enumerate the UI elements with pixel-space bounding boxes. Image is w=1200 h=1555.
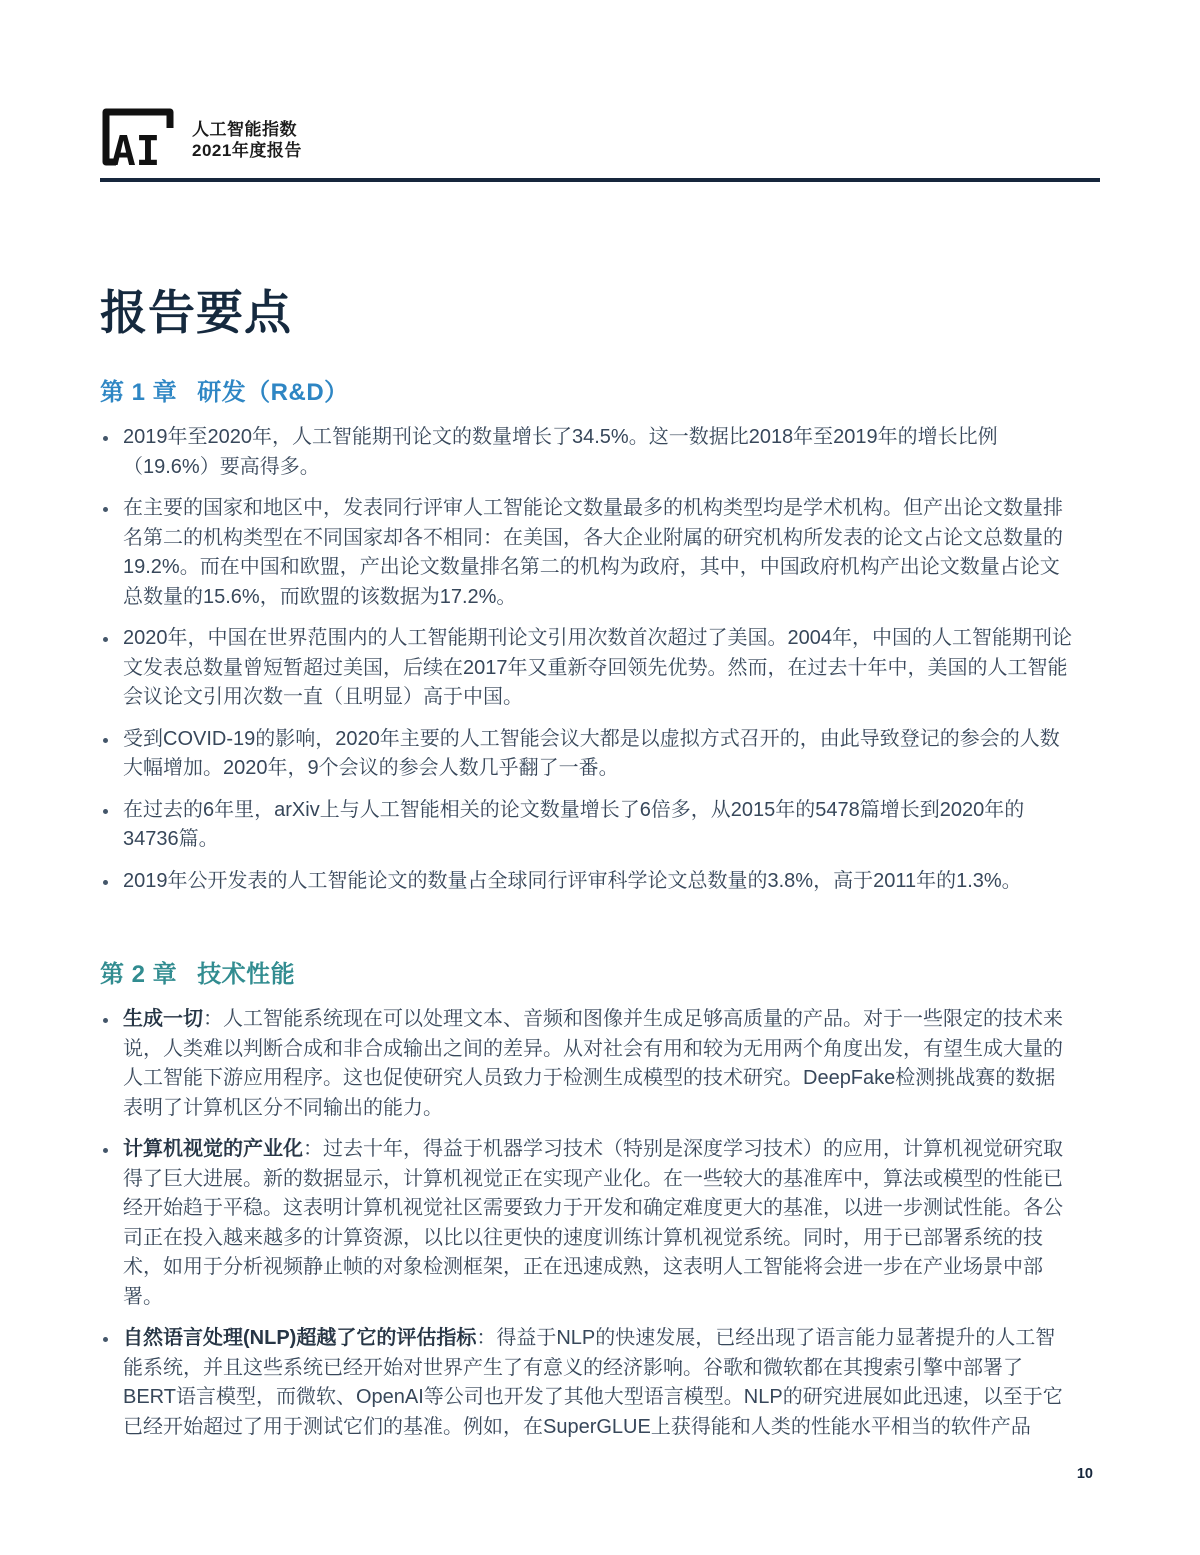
bullet-text: 受到COVID-19的影响，2020年主要的人工智能会议大都是以虚拟方式召开的，由此导致登记的参会的人数大幅增加。2020年，9个会议的参会人数几乎翻了一番。 [123, 727, 1060, 779]
report-header [100, 102, 1100, 168]
chapter-1-heading [100, 378, 1100, 407]
bullet-lead: 自然语言处理(NLP)超越了它的评估指标 [123, 1327, 477, 1349]
bullet-text: 在过去的6年里，arXiv上与人工智能相关的论文数量增长了6倍多，从2015年的5478篇增长到2020年的34736篇。 [123, 798, 1025, 850]
bullet-lead: 计算机视觉的产业化 [123, 1138, 303, 1160]
bullet-icon [103, 637, 108, 642]
bullet-text: ：过去十年，得益于机器学习技术（特别是深度学习技术）的应用，计算机视觉研究取得了巨大进展。新的数据显示，计算机视觉正在实现产业化。在一些较大的基准库中，算法或模型的性能已经开始趋于平稳。这表明计算机视觉社区需要致力于开发和确定难度更大的基准，以进一步测试性能。各公司正在投入越来越多的计算资源，以比以往更快的速度训练计算机视觉系统。同时，用于已部署系统的技术，如用于分析视频静止帧的对象检测框架，正在迅速成熟，这表明人工智能将会进一步在产业场景中部署。 [123, 1138, 1063, 1308]
chapter-1-title: 研发（R&D） [197, 379, 349, 406]
bullet-item [100, 423, 1100, 482]
report-header-titles [192, 102, 302, 161]
bullet-icon [103, 880, 108, 885]
header-divider [100, 178, 1100, 182]
bullet-icon [103, 1018, 108, 1023]
ai-index-logo [100, 102, 180, 168]
chapter-1-number: 第 1 章 [100, 379, 178, 406]
bullet-icon [103, 507, 108, 512]
bullet-icon [103, 809, 108, 814]
chapter-2-bullet-list [100, 1005, 1100, 1442]
page-title: 报告要点 [100, 286, 292, 339]
bullet-item [100, 624, 1100, 713]
bullet-icon [103, 436, 108, 441]
bullet-text: 2020年，中国在世界范围内的人工智能期刊论文引用次数首次超过了美国。2004年，中国的人工智能期刊论文发表总数量曾短暂超过美国，后续在2017年又重新夺回领先优势。然而，在过去十年中，美国的人工智能会议论文引用次数一直（且明显）高于中国。 [123, 627, 1072, 708]
header-title-line1: 人工智能指数 [192, 120, 297, 139]
bullet-item [100, 867, 1100, 897]
bullet-lead: 生成一切 [123, 1008, 203, 1030]
bullet-item [100, 796, 1100, 855]
bullet-item [100, 1324, 1100, 1442]
bullet-icon [103, 1148, 108, 1153]
bullet-text: 2019年至2020年，人工智能期刊论文的数量增长了34.5%。这一数据比2018年至2019年的增长比例（19.6%）要高得多。 [123, 426, 998, 478]
bullet-icon [103, 1337, 108, 1342]
header-title-line2: 2021年度报告 [192, 141, 302, 160]
chapter-1-bullet-list [100, 423, 1100, 896]
chapter-2-number: 第 2 章 [100, 961, 178, 988]
bullet-text: 在主要的国家和地区中，发表同行评审人工智能论文数量最多的机构类型均是学术机构。但产出论文数量排名第二的机构类型在不同国家却各不相同：在美国，各大企业附属的研究机构所发表的论文占论文总数量的19.2%。而在中国和欧盟，产出论文数量排名第二的机构为政府，其中，中国政府机构产出论文数量占论文总数量的15.6%，而欧盟的该数据为17.2%。 [123, 497, 1063, 608]
page-number: 10 [1076, 1466, 1093, 1482]
bullet-item [100, 1135, 1100, 1312]
bullet-item [100, 1005, 1100, 1123]
chapter-2-heading [100, 960, 1100, 989]
bullet-item [100, 494, 1100, 612]
bullet-text: ：人工智能系统现在可以处理文本、音频和图像并生成足够高质量的产品。对于一些限定的技术来说，人类难以判断合成和非合成输出之间的差异。从对社会有用和较为无用两个角度出发，有望生成大量的人工智能下游应用程序。这也促使研究人员致力于检测生成模型的技术研究。DeepFake检测挑战赛的数据表明了计算机区分不同输出的能力。 [123, 1008, 1063, 1119]
section-chapter-2 [100, 960, 1100, 1442]
section-chapter-1 [100, 378, 1100, 896]
bullet-icon [103, 738, 108, 743]
bullet-text: 2019年公开发表的人工智能论文的数量占全球同行评审科学论文总数量的3.8%，高于2011年的1.3%。 [123, 869, 1022, 892]
logo-ai-text: AI [111, 127, 161, 168]
bullet-text: ：得益于NLP的快速发展，已经出现了语言能力显著提升的人工智能系统，并且这些系统已经开始对世界产生了有意义的经济影响。谷歌和微软都在其搜索引擎中部署了BERT语言模型，而微软、OpenAI等公司也开发了其他大型语言模型。NLP的研究进展如此迅速，以至于它已经开始超过了用于测试它们的基准。例如，在SuperGLUE上获得能和人类的性能水平相当的软件产品 [123, 1327, 1063, 1438]
chapter-2-title: 技术性能 [197, 961, 296, 988]
bullet-item [100, 725, 1100, 784]
